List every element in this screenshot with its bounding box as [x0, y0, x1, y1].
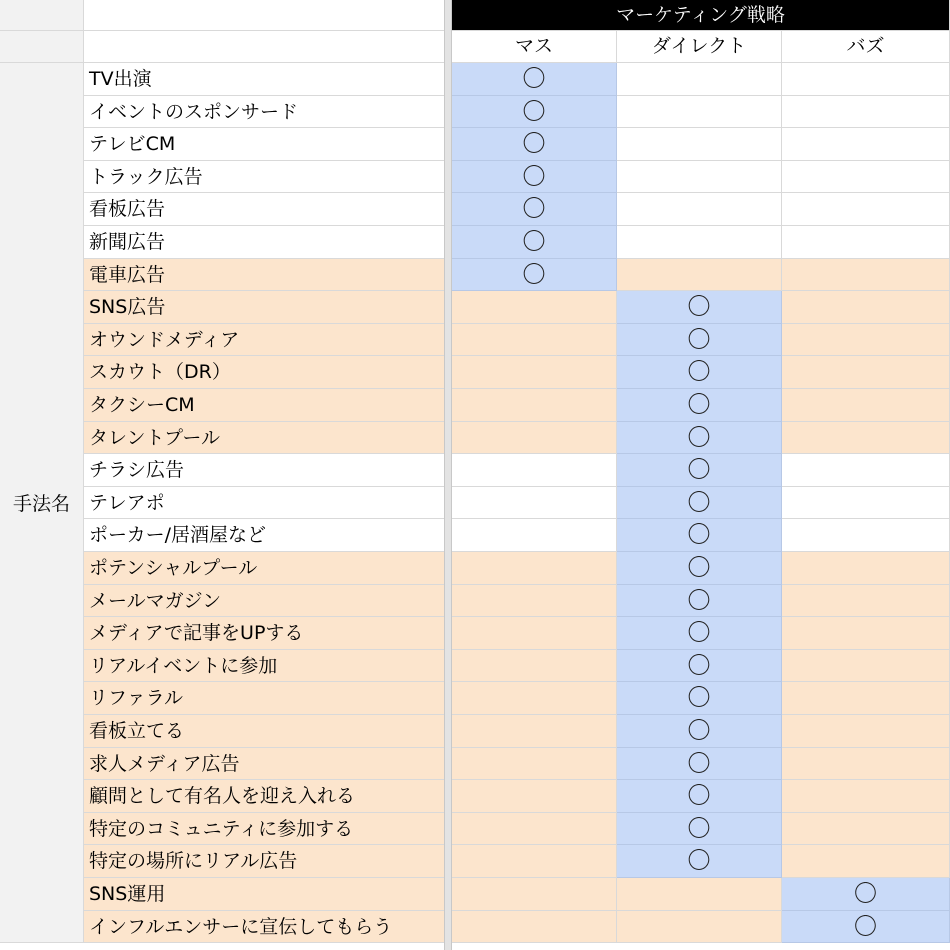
method-name-cell[interactable]: SNS運用 — [84, 878, 452, 911]
strategy-cell[interactable] — [452, 226, 617, 259]
strategy-cell[interactable] — [782, 911, 950, 943]
strategy-cell[interactable] — [617, 813, 782, 845]
method-name-cell[interactable]: 看板立てる — [84, 715, 452, 748]
strategy-cell[interactable] — [617, 454, 782, 487]
circle-mark: 〇 — [522, 66, 546, 92]
strategy-cell[interactable] — [782, 780, 950, 813]
strategy-cell[interactable] — [617, 356, 782, 389]
strategy-cell[interactable] — [617, 519, 782, 552]
method-name-cell[interactable]: メディアで記事をUPする — [84, 617, 452, 650]
circle-mark: 〇 — [522, 229, 546, 255]
method-name-cell[interactable]: 看板広告 — [84, 193, 452, 226]
circle-mark: 〇 — [687, 588, 711, 614]
strategy-cell[interactable] — [452, 780, 617, 813]
circle-mark: 〇 — [687, 359, 711, 385]
corner-cell-2[interactable] — [0, 31, 84, 63]
strategy-cell[interactable] — [452, 878, 617, 911]
method-name-cell[interactable]: 求人メディア広告 — [84, 748, 452, 780]
method-name-cell[interactable]: スカウト（DR） — [84, 356, 452, 389]
circle-mark: 〇 — [522, 196, 546, 222]
method-name-cell[interactable]: ポテンシャルプール — [84, 552, 452, 585]
strategy-cell[interactable] — [617, 845, 782, 878]
strategy-cell[interactable] — [782, 259, 950, 291]
circle-mark: 〇 — [522, 262, 546, 288]
strategy-cell[interactable] — [617, 780, 782, 813]
circle-mark: 〇 — [687, 783, 711, 809]
strategy-cell[interactable] — [782, 226, 950, 259]
strategy-cell[interactable] — [452, 259, 617, 291]
circle-mark: 〇 — [687, 294, 711, 320]
method-name-cell[interactable]: TV出演 — [84, 63, 452, 96]
method-name-cell[interactable]: 新聞広告 — [84, 226, 452, 259]
strategy-cell[interactable] — [782, 389, 950, 422]
strategy-cell[interactable] — [782, 845, 950, 878]
method-name-cell[interactable]: リファラル — [84, 682, 452, 715]
method-name-cell[interactable]: タクシーCM — [84, 389, 452, 422]
strategy-cell[interactable] — [617, 650, 782, 682]
strategy-cell[interactable] — [617, 324, 782, 356]
strategy-cell[interactable] — [452, 63, 617, 96]
strategy-cell[interactable] — [617, 128, 782, 161]
strategy-cell[interactable] — [452, 291, 617, 324]
blank-cell-2[interactable] — [84, 31, 452, 63]
circle-mark: 〇 — [687, 718, 711, 744]
circle-mark: 〇 — [522, 164, 546, 190]
strategy-cell[interactable] — [782, 617, 950, 650]
strategy-cell[interactable] — [452, 845, 617, 878]
column-header-direct[interactable]: ダイレクト — [617, 31, 782, 63]
strategy-cell[interactable] — [452, 324, 617, 356]
strategy-cell[interactable] — [782, 552, 950, 585]
strategy-cell[interactable] — [617, 911, 782, 943]
strategy-cell[interactable] — [617, 259, 782, 291]
method-name-cell[interactable]: ポーカー/居酒屋など — [84, 519, 452, 552]
circle-mark: 〇 — [854, 914, 877, 940]
strategy-cell[interactable] — [617, 161, 782, 193]
strategy-cell[interactable] — [782, 324, 950, 356]
circle-mark: 〇 — [687, 685, 711, 711]
circle-mark: 〇 — [522, 99, 546, 125]
strategy-cell[interactable] — [782, 161, 950, 193]
strategy-cell[interactable] — [782, 650, 950, 682]
method-name-cell[interactable]: イベントのスポンサード — [84, 96, 452, 128]
strategy-cell[interactable] — [782, 356, 950, 389]
strategy-cell[interactable] — [452, 389, 617, 422]
blank-cell[interactable] — [84, 0, 452, 31]
method-name-cell[interactable]: メールマガジン — [84, 585, 452, 617]
strategy-cell[interactable] — [452, 454, 617, 487]
method-name-cell[interactable]: チラシ広告 — [84, 454, 452, 487]
strategy-cell[interactable] — [452, 356, 617, 389]
strategy-cell[interactable] — [782, 193, 950, 226]
strategy-cell[interactable] — [617, 226, 782, 259]
freeze-divider[interactable] — [444, 0, 452, 950]
strategy-cell[interactable] — [617, 487, 782, 519]
method-name-cell[interactable]: 電車広告 — [84, 259, 452, 291]
circle-mark: 〇 — [854, 881, 877, 907]
method-name-cell[interactable]: 顧問として有名人を迎え入れる — [84, 780, 452, 813]
strategy-cell[interactable] — [617, 96, 782, 128]
strategy-cell[interactable] — [452, 813, 617, 845]
strategy-cell[interactable] — [782, 519, 950, 552]
method-name-cell[interactable]: リアルイベントに参加 — [84, 650, 452, 682]
method-name-cell[interactable]: タレントプール — [84, 422, 452, 454]
strategy-cell[interactable] — [452, 748, 617, 780]
strategy-cell[interactable] — [452, 422, 617, 454]
strategy-cell[interactable] — [782, 291, 950, 324]
strategy-cell[interactable] — [782, 487, 950, 519]
circle-mark: 〇 — [687, 751, 711, 777]
strategy-cell[interactable] — [617, 389, 782, 422]
strategy-cell[interactable] — [452, 650, 617, 682]
strategy-cell[interactable] — [452, 96, 617, 128]
method-name-cell[interactable]: インフルエンサーに宣伝してもらう — [84, 911, 452, 943]
method-name-cell[interactable]: テレビCM — [84, 128, 452, 161]
circle-mark: 〇 — [687, 457, 711, 483]
circle-mark: 〇 — [687, 555, 711, 581]
strategy-cell[interactable] — [782, 585, 950, 617]
method-name-cell[interactable]: テレアポ — [84, 487, 452, 519]
method-name-cell[interactable]: トラック広告 — [84, 161, 452, 193]
strategy-cell[interactable] — [617, 552, 782, 585]
strategy-cell[interactable] — [617, 617, 782, 650]
strategy-cell[interactable] — [782, 96, 950, 128]
method-name-cell[interactable]: 特定の場所にリアル広告 — [84, 845, 452, 878]
circle-mark: 〇 — [522, 131, 546, 157]
strategy-cell[interactable] — [452, 161, 617, 193]
circle-mark: 〇 — [687, 490, 711, 516]
strategy-cell[interactable] — [452, 519, 617, 552]
strategy-cell[interactable] — [452, 128, 617, 161]
strategy-cell[interactable] — [452, 911, 617, 943]
strategy-cell[interactable] — [452, 715, 617, 748]
strategy-cell[interactable] — [617, 748, 782, 780]
circle-mark: 〇 — [687, 653, 711, 679]
strategy-cell[interactable] — [782, 682, 950, 715]
strategy-cell[interactable] — [782, 63, 950, 96]
circle-mark: 〇 — [687, 620, 711, 646]
column-header-mass[interactable]: マス — [452, 31, 617, 63]
method-name-cell[interactable]: 特定のコミュニティに参加する — [84, 813, 452, 845]
strategy-cell[interactable] — [617, 422, 782, 454]
strategy-cell[interactable] — [617, 193, 782, 226]
strategy-cell[interactable] — [782, 878, 950, 911]
method-name-cell[interactable]: オウンドメディア — [84, 324, 452, 356]
strategy-cell[interactable] — [452, 552, 617, 585]
strategy-cell[interactable] — [452, 193, 617, 226]
strategy-cell[interactable] — [452, 487, 617, 519]
group-label-method-name[interactable]: 手法名 — [0, 63, 84, 943]
strategy-cell[interactable] — [452, 617, 617, 650]
strategy-cell[interactable] — [782, 813, 950, 845]
circle-mark: 〇 — [687, 848, 711, 874]
strategy-cell[interactable] — [617, 63, 782, 96]
circle-mark: 〇 — [687, 816, 711, 842]
circle-mark: 〇 — [687, 522, 711, 548]
strategy-cell[interactable] — [782, 748, 950, 780]
corner-cell[interactable] — [0, 0, 84, 31]
strategy-cell[interactable] — [452, 585, 617, 617]
method-name-cell[interactable]: SNS広告 — [84, 291, 452, 324]
circle-mark: 〇 — [687, 425, 711, 451]
strategy-cell[interactable] — [782, 454, 950, 487]
strategy-cell[interactable] — [617, 715, 782, 748]
strategy-cell[interactable] — [617, 291, 782, 324]
strategy-title: マーケティング戦略 — [452, 0, 950, 31]
strategy-cell[interactable] — [782, 715, 950, 748]
strategy-cell[interactable] — [782, 422, 950, 454]
circle-mark: 〇 — [687, 327, 711, 353]
column-header-buzz[interactable]: バズ — [782, 31, 950, 63]
strategy-cell[interactable] — [782, 128, 950, 161]
strategy-cell[interactable] — [617, 682, 782, 715]
strategy-cell[interactable] — [452, 682, 617, 715]
strategy-cell[interactable] — [617, 585, 782, 617]
circle-mark: 〇 — [687, 392, 711, 418]
strategy-cell[interactable] — [617, 878, 782, 911]
